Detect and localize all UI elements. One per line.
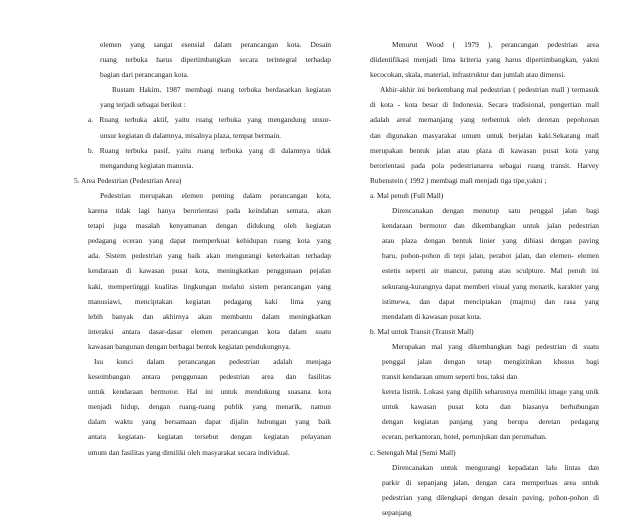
text-line: kendaraan di kawasan pusat kota, meningkatkan penggunaan pejalan <box>88 266 331 276</box>
text-line: parkir di sepanjang jalan, dengan cara memperluas area untuk <box>382 477 599 487</box>
text-line: dengan kegiatan panjang yang berupa deretan pedagang <box>382 417 599 427</box>
text-line: mendalam di kawasan pusat kota. <box>382 311 482 321</box>
right-text-column <box>370 37 599 520</box>
list-item-c: c. Setengah Mal (Semi Mall) <box>370 447 456 457</box>
text-line: Menurut Wood ( 1979 ), perancangan pedestrian area <box>392 40 599 49</box>
text-line: Direncanakan untuk mengurangi kepadatan lalu lintas dan <box>392 462 599 472</box>
text-line: merupakan bentuk jalan atau plaza di kawasan pusat kota yang <box>370 145 599 155</box>
text-line: kawasan bangunan dengan berbagai bentuk kegiatan pendukungnya. <box>88 341 291 351</box>
text-line: Rustam Hakim, 1987 membagi ruang terbuka berdasarkan kegiatan <box>112 85 331 95</box>
text-line: transit kendaraan umum seperti bus, taksi dan <box>382 372 518 382</box>
text-line: untuk kendaraan bermotor. Hal ini untuk mendukung suasana kota <box>88 387 331 397</box>
text-line: adalah areal memanjang yang terbentuk oleh deretan pepohonan <box>370 115 599 125</box>
text-line: bagian dari perancangan kota. <box>100 70 189 80</box>
text-line: pedestrian yang dilengkapi dengan desain paving, pohon-pohon di <box>382 492 599 502</box>
text-line: Direncanakan dengan menutup satu penggal jalan bagi <box>392 206 599 216</box>
section-heading: 5. Area Pedestrian (Pedestrian Area) <box>74 175 182 185</box>
text-line: umum dan fasilitas yang dimiliki oleh masyarakat secara individual. <box>88 447 290 457</box>
text-line: atau plaza dengan bentuk linier yang dihiasi dengan paving <box>382 236 599 246</box>
text-line: manusiawi, menciptakan kegiatan pedagang kaki lima yang <box>88 296 331 306</box>
text-line: estetis seperti air mancur, patung atau sculpture. Mal penuh ini <box>382 266 599 276</box>
text-line: dalam waktu yang bersamaan dapat dijalin hubungan yang baik <box>88 417 331 427</box>
text-line: dan digunakan masyarakat umum untuk berjalan kaki.Sekarang mall <box>370 130 599 140</box>
text-line: untuk kawasan pusat kota dan biasanya berhubungan <box>382 402 599 412</box>
list-item-a: a. Ruang terbuka aktif, yaitu ruang terbuka yang mengandung unsur- <box>88 115 331 125</box>
text-line: interaksi antara dasar-dasar elemen perancangan kota dalam suatu <box>88 326 331 336</box>
list-item-a: a. Mal penuh (Full Mall) <box>370 190 444 200</box>
text-line: Akhir-akhir ini berkembang mal pedestrian ( pedestrian mall ) termasuk <box>380 85 599 95</box>
text-line: kaki, mempertinggi kualitas lingkungan melalui sistem perancangan yang <box>88 281 331 291</box>
text-line: penggal jalan dengan tetap mengizinkan khusus bagi <box>382 356 599 366</box>
text-line: karena tidak lagi hanya berorientasi pada keindahan semata, akan <box>88 206 331 216</box>
text-line: kecocokan, skala, material, infrastruktur dan jumlah atau dimensi. <box>370 70 566 80</box>
text-line: mengandung kegiatan manusia. <box>100 160 194 170</box>
text-line: sepanjang <box>382 507 412 517</box>
text-line: istimewa, dan dapat menciptakan (majmu) dan rasa yang <box>382 296 599 306</box>
text-line: kereta listrik. Lokasi yang dipilih seharusnya memiliki image yang unik <box>382 387 599 397</box>
list-item-b: b. Mal untuk Transit (Transit Mall) <box>370 326 474 336</box>
text-line: baru, pohon-pohon di tepi jalan, perabot jalan, dan elemen- elemen <box>382 251 599 261</box>
text-line: elemen yang sangat esensial dalam perancangan kota. Desain <box>100 40 331 49</box>
text-line: Rubenstein ( 1992 ) membagi mall menjadi tiga tipe,yakni ; <box>370 175 547 185</box>
text-line: pedagang eceran yang dapat memperkuat kehidupan ruang kota yang <box>88 236 331 246</box>
text-line: di kota - kota besar di Indonesia. Secara tradisional, pengertian mall <box>370 100 599 110</box>
text-line: tetapi juga masalah kenyamanan dengan didukung oleh kegiatan <box>88 221 331 231</box>
text-line: menjadi hidup, dengan ruang-ruang publik yang menarik, namun <box>88 402 331 412</box>
text-line: diidentifikasi menjadi lima kriteria yang harus dipertimbangkan, yakni <box>370 55 599 65</box>
list-item-b: b. Ruang terbuka pasif, yaitu ruang terbuka yang di dalamnya tidak <box>88 145 331 155</box>
text-line: yang terjadi sebagai berikut : <box>100 100 186 110</box>
text-line: Merupakan mal yang dikembangkan bagi pedestrian di suatu <box>392 341 599 351</box>
text-line: kendaraan bermotor dan dikembangkan untuk jalan pedestrian <box>382 221 599 231</box>
text-line: ruang terbuka harus dipertimbangkan secara terintegral terhadap <box>100 55 331 65</box>
text-line: sekurang-kurangnya dapat memberi visual yang menarik, karakter yang <box>382 281 599 291</box>
text-line: antara kegiatan- kegiatan tersebut dengan kegiatan pelayanan <box>88 432 331 442</box>
text-line: ada. Sistem pedestrian yang baik akan mengurangi keterkaitan terhadap <box>88 251 331 261</box>
text-line: keseimbangan antara penggunaan pedestrian area dan fasilitas <box>88 372 331 382</box>
text-line: unsur kegiatan di dalamnya, misalnya plaza, tempat bermain. <box>100 130 282 140</box>
left-text-column <box>74 37 331 460</box>
text-line: lebih banyak dan akhirnya akan membantu dalam meningkatkan <box>88 311 331 321</box>
text-line: eceran, perkantoran, hotel, pertunjukan dan perumahan. <box>382 432 547 442</box>
text-line: berorientasi pada pola pedestrianarea sebagai ruang transit. Harvey <box>370 160 599 170</box>
text-line: Isu kunci dalam perancangan pedestrian adalah menjaga <box>94 356 331 366</box>
text-line: Pedestrian merupakan elemen penting dalam perancangan kota, <box>100 190 331 200</box>
